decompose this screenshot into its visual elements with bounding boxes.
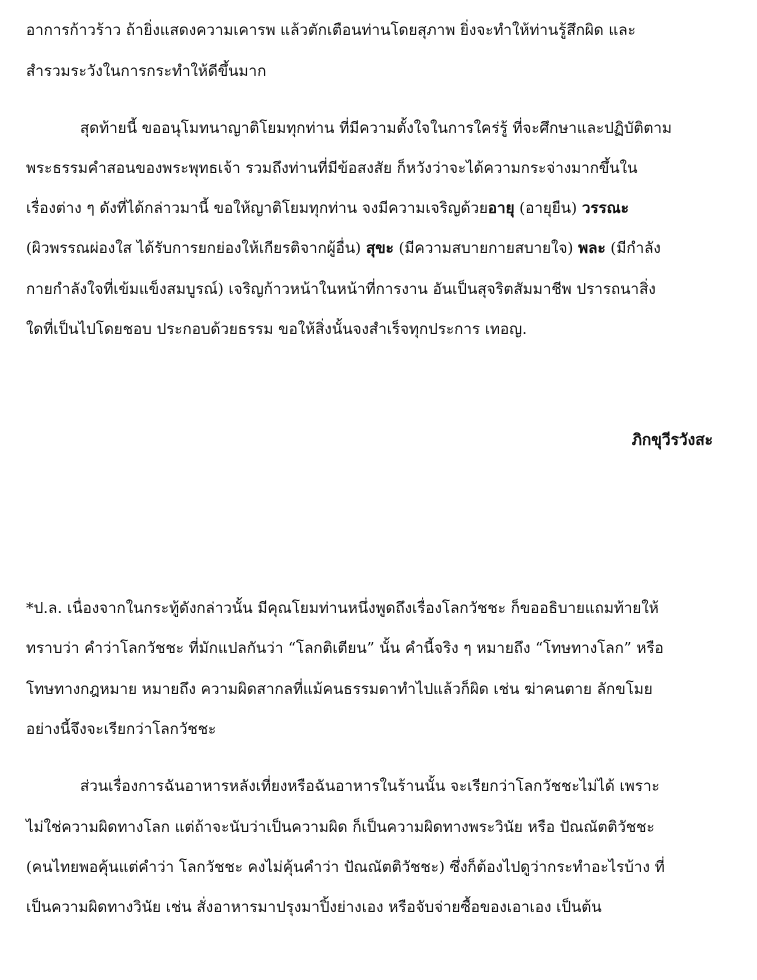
footnote-line-2: ทราบว่า คำว่าโลกวัชชะ ที่มักแปลกันว่า “โลกติเตียน” นั้น คำนี้จริง ๆ หมายถึง “โทษทางโลก” หรือ	[26, 639, 664, 657]
paragraph-3-line-2: ไม่ใช่ความผิดทางโลก แต่ถ้าจะนับว่าเป็นความผิด ก็เป็นความผิดทางพระวินัย หรือ ปัณณัตติวัชชะ	[26, 818, 655, 836]
signature: ภิกขุวีรวังสะ	[631, 430, 713, 449]
footnote-line-3: โทษทางกฎหมาย หมายถึง ความผิดสากลที่แม้คนธรรมดาทำไปแล้วก็ผิด เช่น ฆ่าคนตาย ลักขโมย	[26, 680, 653, 698]
paragraph-3-line-1: ส่วนเรื่องการฉันอาหารหลังเที่ยงหรือฉันอาหารในร้านนั้น จะเรียกว่าโลกวัชชะไม่ได้ เพราะ	[80, 777, 660, 795]
paragraph-3-line-4: เป็นความผิดทางวินัย เช่น สั่งอาหารมาปรุงมาปิ้งย่างเอง หรือจับจ่ายซื้อของเอาเอง เป็นต้น	[26, 898, 602, 916]
paragraph-2-line-5: กายกำลังใจที่เข้มแข็งสมบูรณ์) เจริญก้าวหน้าในหน้าที่การงาน อันเป็นสุจริตสัมมาชีพ ปรารถนาสิ่ง	[26, 280, 656, 298]
paragraph-1-line-2: สำรวมระวังในการกระทำให้ดีขึ้นมาก	[26, 62, 267, 80]
paragraph-2-line-3-text-b: (อายุยืน)	[514, 199, 582, 217]
paragraph-2-line-3-text-a: เรื่องต่าง ๆ ดังที่ได้กล่าวมานี้ ขอให้ญาติโยมทุกท่าน จงมีความเจริญด้วย	[26, 199, 488, 217]
term-phala: พละ	[578, 239, 606, 257]
paragraph-2-line-4	[26, 238, 716, 258]
footnote-line-1: *ป.ล. เนื่องจากในกระทู้ดังกล่าวนั้น มีคุณโยมท่านหนึ่งพูดถึงเรื่องโลกวัชชะ ก็ขออธิบายแถมท้ายให้	[26, 599, 659, 617]
paragraph-2-line-4-text-a: (ผิวพรรณผ่องใส ได้รับการยกย่องให้เกียรติจากผู้อื่น)	[26, 239, 366, 257]
paragraph-3-line-3: (คนไทยพอคุ้นแต่คำว่า โลกวัชชะ คงไม่คุ้นคำว่า ปัณณัตติวัชชะ) ซึ่งก็ต้องไปดูว่ากระทำอะไรบ้าง ที่	[26, 858, 665, 876]
term-sukha: สุขะ	[365, 239, 394, 257]
paragraph-2-line-2: พระธรรมคำสอนของพระพุทธเจ้า รวมถึงท่านที่มีข้อสงสัย ก็หวังว่าจะได้ความกระจ่างมากขึ้นใน	[26, 159, 638, 177]
paragraph-2-line-1: สุดท้ายนี้ ขออนุโมทนาญาติโยมทุกท่าน ที่มีความตั้งใจในการใคร่รู้ ที่จะศึกษาและปฏิบัติตาม	[80, 119, 672, 137]
paragraph-2-line-4-text-c: (มีกำลัง	[605, 239, 661, 257]
footnote-line-4: อย่างนี้จึงจะเรียกว่าโลกวัชชะ	[26, 720, 217, 738]
paragraph-1-line-1: อาการก้าวร้าว ถ้ายิ่งแสดงความเคารพ แล้วตักเตือนท่านโดยสุภาพ ยิ่งจะทำให้ท่านรู้สึกผิด และ	[26, 21, 636, 39]
paragraph-2-line-3	[26, 198, 716, 218]
paragraph-2-line-4-text-b: (มีความสบายกายสบายใจ)	[393, 239, 579, 257]
paragraph-2-line-6: ใดที่เป็นไปโดยชอบ ประกอบด้วยธรรม ขอให้สิ่งนั้นจงสำเร็จทุกประการ เทอญ.	[26, 320, 527, 338]
term-wanna: วรรณะ	[581, 199, 629, 217]
term-ayu: อายุ	[487, 199, 515, 217]
